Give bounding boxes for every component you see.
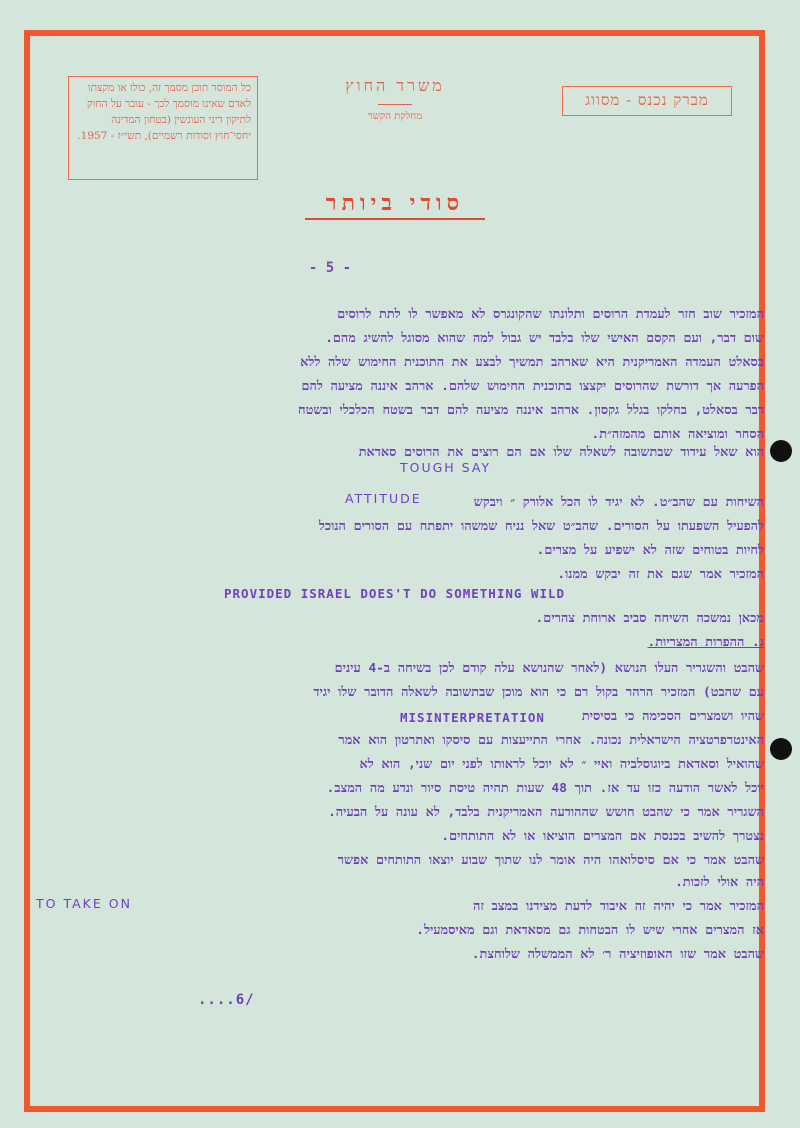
body-line: דבר בסאלט, בחלקו בגלל גקסון. ארהב איננה מציעה להם דבר בשטח הכלכלי ובשטח: [298, 403, 764, 418]
body-line: עם שהבט) המזכיר הרהר בקול רם כי הוא מוכן שבתשובה לשאלה הדובר שלו יגיד: [313, 685, 764, 700]
ministry-dept: מחלקת הקשר: [367, 111, 423, 122]
censor-notice: כל המוסר תוכן מסמך זה, כולו או מקצתו לאדם שאינו מוסמך לכך - עובר על החוק לתיקון דיני העונשין (בטחון המדינה יחסי־חוץ וסודות רשמיים), תשי״ז - 1957.: [68, 76, 258, 180]
ministry-header: [310, 76, 480, 122]
punch-hole: [770, 440, 792, 462]
punch-hole: [770, 738, 792, 760]
body-line: מכאן נמשכה השיחה סביב ארוחת צהרים.: [535, 611, 764, 626]
body-line: היה אולי לזכות.: [675, 875, 764, 890]
typed-english-word: MISINTERPRETATION: [400, 710, 545, 725]
body-line: הוא שאל עידוד שבתשובה לשאלה שלו אם הם רוצים את הרוסים סאדאת: [358, 445, 764, 460]
body-line: בסאלט העמדה האמריקנית היא שארהב תמשיך לבצע את התוכנית החימוש שלה ללא: [300, 355, 764, 370]
body-line: המזכיר אמר שגם את זה יבקש ממנו.: [557, 567, 764, 582]
handwritten-insert: TOUGH SAY: [400, 460, 492, 475]
divider: [378, 104, 412, 105]
continuation-ref: ....6/: [198, 992, 255, 1008]
body-line: שום דבר, ועם הקסם האישי שלו בלבד יש גבול למה שהוא מסוגל להשיג מהם.: [325, 331, 764, 346]
body-line: המזכיר שוב חזר לעמדת הרוסים ותלונתו שהקונגרס לא מאפשר לו לתת לרוסים: [337, 307, 764, 322]
body-line: יוכל לאשר הודעה כזו עד אז. תוך 48 שעות תהיה טיסת סיור ונדע מה המצב.: [326, 781, 764, 796]
body-line: הפרעה אך דורשת שהרוסים יקצצו בתוכנית החימוש שלהם. ארהב איננה מציעה להם: [301, 379, 764, 394]
classification-underline: [305, 218, 485, 220]
body-line: שהבט והשגריר העלו הנושא (לאחר שהנושא עלה קודם לכן בשיחה ב-4 עינים: [334, 661, 764, 676]
body-line: הסחר ומוציאה אותם מהמזה״ת.: [591, 427, 764, 442]
body-line: להפעיל השפעתו על הסורים. שהב״ט שאל נניח שמשהו יתפתח עם הסורים הנוכל: [318, 519, 764, 534]
page-number: - 5 -: [308, 260, 352, 276]
handwritten-insert: ATTITUDE: [345, 491, 422, 506]
incoming-cable-label: מברק נכנס - מסווג: [562, 86, 732, 116]
classification-text: סודי ביותר: [325, 190, 465, 216]
body-line: ג. ההפרות המצריות.: [647, 635, 764, 650]
body-line: המזכיר אמר כי יהיה זה איבוד לדעת מצידנו במצב זה: [473, 899, 764, 914]
body-line: השגריר אמר כי שהבט חושש שההודעה האמריקנית בלבד, לא עונה על הבעיה.: [328, 805, 764, 820]
body-line: נצטרך להשיב בכנסת אם המצרים הוציאו או לא התותחים.: [441, 829, 764, 844]
body-line: האינטרפרטציה הישראלית נכונה. אחרי התייעצות עם סיסקו ואתרטון הוא אמר: [338, 733, 764, 748]
typed-english-line: PROVIDED ISRAEL DOES'T DO SOMETHING WILD: [224, 586, 566, 601]
handwritten-insert: TO TAKE ON: [36, 896, 132, 911]
body-line: שהואיל וסאדאת ביוגוסלביה ואיי ״ לא יוכל לראותו לפני יום שני, הוא לא: [359, 757, 764, 772]
body-line: שהבט אמר כי אם סיסלואהו היה אומר לנו שתוך שבוע יוצאו התותחים אפשר: [337, 853, 764, 868]
classification-stamp: [290, 190, 500, 220]
body-line: אז המצרים אחרי שיש לו הבטחות גם מסאדאת וגם מאיסמעיל.: [416, 923, 764, 938]
body-line: השיחות עם שהב״ט. לא יגיד לו הכל אלורק ״ ויבקש: [473, 495, 764, 510]
body-line: שהיו ושמצרים הסכימה כי בסיסית: [581, 709, 764, 724]
ministry-title: משרד החוץ: [345, 76, 445, 95]
body-line: לחיות בטוחים שזה לא ישפיע על מצרים.: [536, 543, 764, 558]
body-line: שהבט אמר שזו האופוזיציה ר׳ לא הממשלה שלוחצת.: [471, 947, 764, 962]
